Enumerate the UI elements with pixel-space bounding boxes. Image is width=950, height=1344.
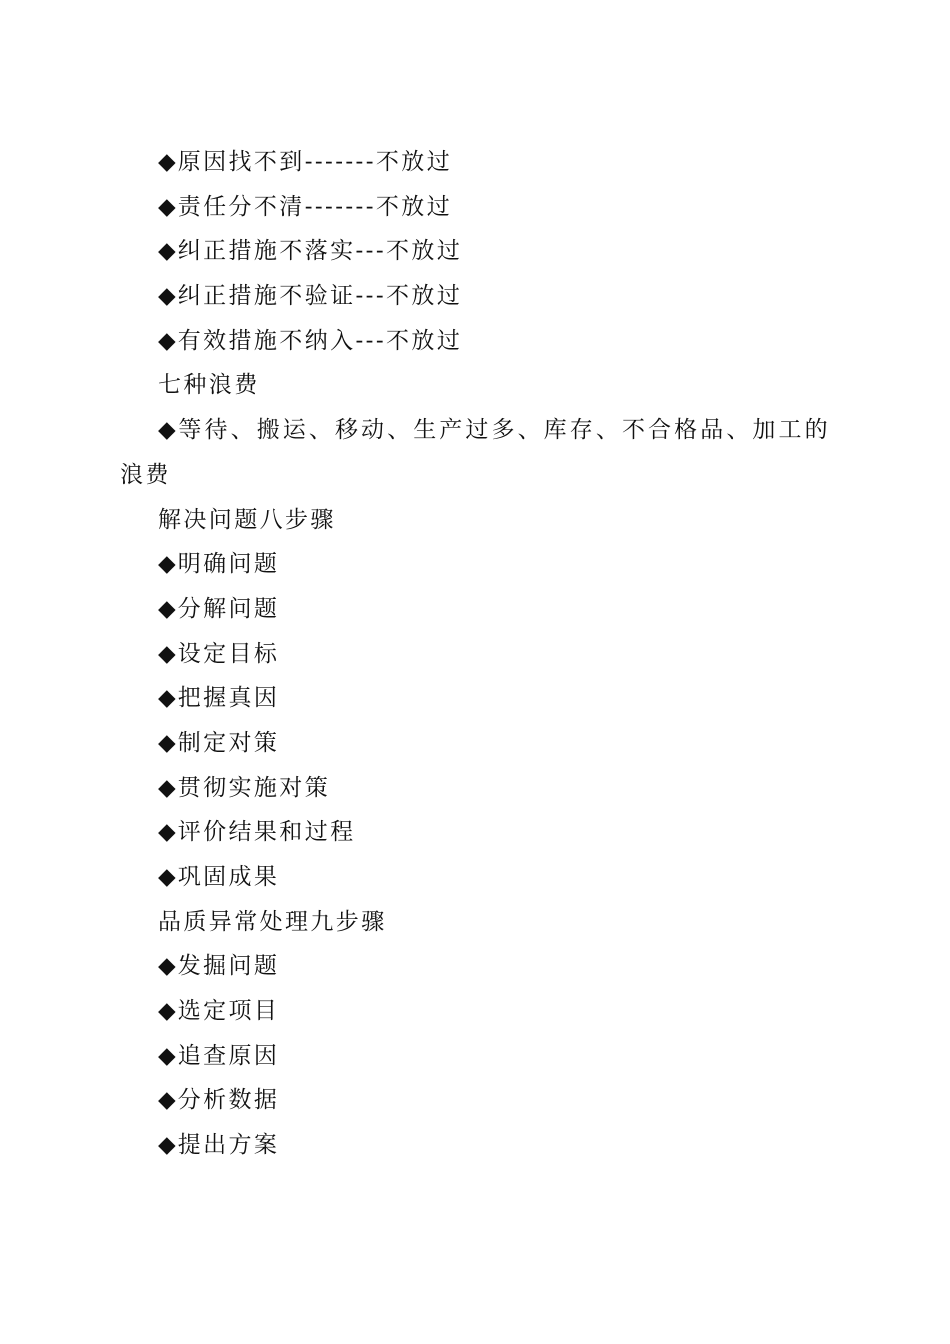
diamond-bullet-icon: ◆	[158, 283, 176, 310]
bullet-text: 提出方案	[177, 1132, 280, 1159]
bullet-text: 贯彻实施对策	[177, 774, 331, 801]
bullet-text: 分析数据	[177, 1087, 280, 1114]
bullet-text: 选定项目	[177, 998, 280, 1025]
bullet-text: 制定对策	[177, 729, 280, 756]
diamond-bullet-icon: ◆	[158, 238, 176, 265]
bullet-text: 原因找不到-------不放过	[177, 149, 453, 175]
diamond-bullet-icon: ◆	[158, 729, 176, 756]
bullet-text: 发掘问题	[177, 953, 280, 980]
diamond-bullet-icon: ◆	[158, 1042, 176, 1069]
bullet-text: 设定目标	[177, 640, 280, 667]
bullet-item	[120, 766, 830, 811]
diamond-bullet-icon: ◆	[158, 417, 177, 444]
bullet-item	[120, 721, 830, 766]
diamond-bullet-icon: ◆	[158, 864, 176, 891]
bullet-item	[120, 1123, 830, 1168]
bullet-item	[120, 408, 830, 497]
diamond-bullet-icon: ◆	[158, 551, 176, 578]
bullet-item	[120, 542, 830, 587]
diamond-bullet-icon: ◆	[158, 1087, 176, 1114]
bullet-text: 纠正措施不验证---不放过	[177, 283, 463, 310]
diamond-bullet-icon: ◆	[158, 327, 176, 354]
diamond-bullet-icon: ◆	[158, 1132, 176, 1159]
bullet-item	[120, 587, 830, 632]
diamond-bullet-icon: ◆	[158, 774, 176, 801]
bullet-item	[120, 319, 830, 364]
bullet-item	[120, 676, 830, 721]
section-heading: 解决问题八步骤	[158, 506, 336, 533]
bullet-item	[120, 944, 830, 989]
diamond-bullet-icon: ◆	[158, 953, 176, 980]
section-heading: 七种浪费	[158, 372, 260, 399]
diamond-bullet-icon: ◆	[158, 640, 176, 667]
bullet-text: 追查原因	[177, 1042, 280, 1069]
diamond-bullet-icon: ◆	[158, 193, 176, 220]
bullet-item	[120, 185, 830, 230]
bullet-text: 巩固成果	[177, 864, 280, 891]
diamond-bullet-icon: ◆	[158, 998, 176, 1025]
bullet-item	[120, 229, 830, 274]
diamond-bullet-icon: ◆	[158, 149, 176, 175]
bullet-item	[120, 140, 830, 185]
bullet-text: 明确问题	[177, 551, 280, 578]
bullet-item	[120, 632, 830, 677]
bullet-text: 评价结果和过程	[177, 819, 356, 846]
bullet-text: 有效措施不纳入---不放过	[177, 327, 463, 354]
bullet-item	[120, 1078, 830, 1123]
bullet-item	[120, 810, 830, 855]
bullet-item	[120, 989, 830, 1034]
document-body	[120, 140, 830, 1168]
bullet-text: 纠正措施不落实---不放过	[177, 238, 463, 265]
diamond-bullet-icon: ◆	[158, 595, 176, 622]
bullet-text: 等待、搬运、移动、生产过多、库存、不合格品、加工的浪费	[120, 417, 830, 488]
bullet-item	[120, 855, 830, 900]
diamond-bullet-icon: ◆	[158, 819, 176, 846]
bullet-text: 分解问题	[177, 595, 280, 622]
section-heading: 品质异常处理九步骤	[158, 908, 387, 935]
bullet-text: 把握真因	[177, 685, 280, 712]
bullet-item	[120, 274, 830, 319]
bullet-text: 责任分不清-------不放过	[177, 193, 453, 220]
bullet-item	[120, 1034, 830, 1079]
diamond-bullet-icon: ◆	[158, 685, 176, 712]
